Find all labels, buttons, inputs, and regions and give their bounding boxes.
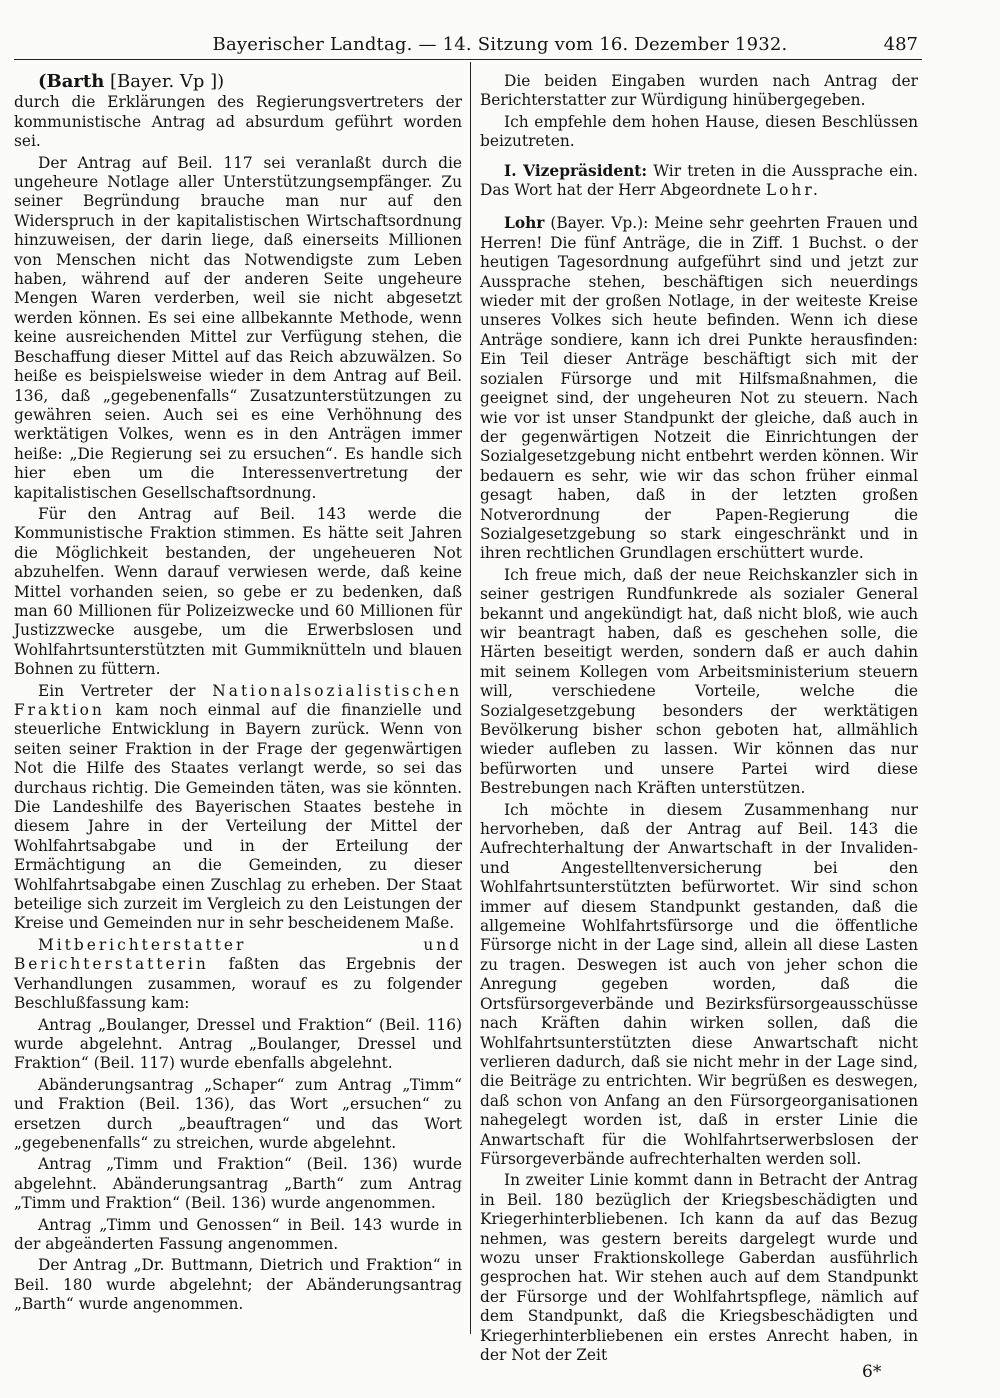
right-column bbox=[480, 72, 918, 1367]
speaker-party: [Bayer. Vp ]) bbox=[110, 71, 225, 92]
speaker-name: (Barth bbox=[38, 71, 105, 92]
faction-name: Nationalsozialistischen Fraktion bbox=[14, 681, 462, 719]
header-rule bbox=[14, 59, 922, 60]
speech-paragraph bbox=[480, 214, 918, 563]
speaker-party: (Bayer. Vp.): bbox=[550, 214, 649, 233]
resolution: Antrag „Boulanger, Dressel und Fraktion“ (Beil. 116) wurde abgelehnt. Antrag „Boulanger, Dressel und Fraktion“ (Beil. 117) wurde ebenfalls abgelehnt. bbox=[14, 1015, 462, 1073]
vice-president-statement bbox=[480, 162, 918, 201]
paragraph-text: faßten das Ergebnis der Verhandlungen zusammen, worauf es zu folgender Beschlußfassung kam: bbox=[14, 955, 462, 1013]
left-column bbox=[14, 72, 462, 1317]
paragraph: Für den Antrag auf Beil. 143 werde die Kommunistische Fraktion stimmen. Es hätte seit Jahren die Möglichkeit bestanden, der ungeheueren Not abzuhelfen. Wenn darauf verwiesen werde, daß keine Mittel vorhanden seien, so gebe er zu bedenken, daß man 60 Millionen für Polizeizwecke und 60 Millionen für Justizzwecke ausgebe, um die Erwerbslosen und Wohlfahrtsunterstützten mit Gummiknütteln und blauen Bohnen zu füttern. bbox=[14, 504, 462, 679]
speech-paragraph: In zweiter Linie kommt dann in Betracht der Antrag in Beil. 180 bezüglich der Kriegsbeschädigten und Kriegerhinterbliebenen. Ich kann da auf das Bezug nehmen, was gestern bereits dargelegt wurde und wozu unser Fraktionskollege Gaberdan ausführlich gesprochen hat. Wir stehen auch auf dem Standpunkt der Fürsorge und der Wohlfahrtspflege, nämlich auf dem Standpunkt, daß die Kriegsbeschädigten und Kriegerhinterbliebenen ein erstes Anrecht haben, in der Not der Zeit bbox=[480, 1171, 918, 1364]
paragraph: Die beiden Eingaben wurden nach Antrag der Berichterstatter zur Würdigung hinübergegeben. bbox=[480, 72, 918, 110]
page-header bbox=[0, 28, 1000, 58]
resolution: Antrag „Timm und Fraktion“ (Beil. 136) wurde abgelehnt. Abänderungsantrag „Barth“ zum Antrag „Timm und Fraktion“ (Beil. 136) wurde angenommen. bbox=[14, 1155, 462, 1213]
paragraph: Der Antrag auf Beil. 117 sei veranlaßt durch die ungeheure Notlage aller Unterstützungsempfänger. Zu seiner Begründung brauche man nur auf den Widerspruch in der kapitalistischen Wirtschaftsordnung hinzuweisen, der darin liege, daß einerseits Millionen von Menschen nicht das Notwendigste zum Leben haben, während auf der anderen Seite ungeheure Mengen Waren verderben, weil sie nicht abgesetzt werden können. Es sei eine allbekannte Methode, wenn keine ausreichenden Mittel zur Verfügung stehen, die Beschaffung dieser Mittel auf das Reich abzuwälzen. So heiße es beispielsweise wieder in dem Antrag auf Beil. 136, daß „gegebenenfalls“ Zusatzunterstützungen zu gewähren seien. Auch sei es eine Verhöhnung des werktätigen Volkes, wenn es in den Anträgen immer heiße: „Die Regierung sei zu ersuchen“. Es handle sich hier eben um die Interessenvertretung der kapitalistischen Gesellschaftsordnung. bbox=[14, 153, 462, 502]
sheet-signature: 6* bbox=[862, 1362, 882, 1382]
paragraph-text: kam noch einmal auf die finanzielle und steuerliche Entwicklung in Bayern zurück. Wenn von seiten seiner Fraktion in der Frage der gegenwärtigen Not die Hilfe des Staates verlangt werde, so sei das durchaus richtig. Die Gemeinden täten, was sie könnten. Die Landeshilfe des Bayerischen Staates bestehe in diesem Jahre in der Verteilung der Mittel der Wohlfahrtsabgabe und in der Erteilung der Ermächtigung an die Gemeinden, zu dieser Wohlfahrtsabgabe einen Zuschlag zu erheben. Der Staat beteilige sich zurzeit im Vergleich zu den Leistungen der Kreise und Gemeinden nur in sehr bescheidenem Maße. bbox=[14, 701, 462, 933]
speaker-name: Lohr bbox=[504, 214, 545, 233]
speech-paragraph: Ich freue mich, daß der neue Reichskanzler sich in seiner gestrigen Rundfunkrede als sozialer General bekannt und angekündigt hat, daß nicht bloß, wie auch wir beantragt haben, daß es geschehen solle, die Härten beseitigt werden, sondern daß er auch dahin mit seinem Kollegen vom Arbeitsministerium steuern will, verschiedene Vorteile, welche die Sozialgesetzgebung besonders der werktätigen Bevölkerung bisher schon geboten hat, allmählich wieder aufleben zu lassen. Wir können das nur befürworten und unsere Partei wird diese Bestrebungen nach Kräften unterstützen. bbox=[480, 565, 918, 798]
paragraph bbox=[14, 682, 462, 934]
vice-president-label: I. Vizepräsident: bbox=[504, 161, 648, 180]
paragraph: durch die Erklärungen des Regierungsvertreters der kommunistische Antrag ad absurdum geführt worden sei. bbox=[14, 93, 462, 151]
resolution: Antrag „Timm und Genossen“ in Beil. 143 wurde in der abgeänderten Fassung angenommen. bbox=[14, 1215, 462, 1253]
statement-text: Wir treten in die Aussprache ein. Das Wort hat der Herr Abgeordnete bbox=[480, 161, 918, 200]
speech-paragraph: Ich möchte in diesem Zusammenhang nur hervorheben, daß der Antrag auf Beil. 143 die Aufrechterhaltung der Anwartschaft in der Invaliden- und Angestelltenversicherung bei den Wohlfahrtsunterstützten befürwortet. Wir sind schon immer auf diesem Standpunkt gestanden, daß die allgemeine Wohlfahrtsfürsorge und die öffentliche Fürsorge nicht in der Lage sind, allein all diese Lasten zu tragen. Deswegen ist auch von jeher schon die Anregung gegeben worden, daß die Ortsfürsorgeverbände und Bezirksfürsorgeausschüsse nach Kräften dahin wirken sollen, daß die Wohlfahrtsunterstützten diese Anwartschaft nicht verlieren dadurch, daß sie nicht mehr in der Lage sind, die Beiträge zu entrichten. Wir begrüßen es deswegen, daß schon von Anfang an den Fürsorgeorganisationen nahegelegt worden ist, daß in erster Linie die Anwartschaft für die Wohlfahrtserwerbslosen der Fürsorgeverbände aufrechterhalten werden soll. bbox=[480, 800, 918, 1168]
paragraph: Ich empfehle dem hohen Hause, diesen Beschlüssen beizutreten. bbox=[480, 112, 918, 151]
paragraph bbox=[14, 936, 462, 1014]
resolution: Abänderungsantrag „Schaper“ zum Antrag „Timm“ und Fraktion (Beil. 136), das Wort „ersuchen“ zu ersetzen durch „beauftragen“ und das Wort „gegebenenfalls“ zu streichen, wurde abgelehnt. bbox=[14, 1075, 462, 1152]
paragraph-lead: Ein Vertreter der bbox=[38, 681, 196, 700]
speaker-heading bbox=[14, 72, 462, 91]
running-title: Bayerischer Landtag. — 14. Sitzung vom 16. Dezember 1932. bbox=[212, 34, 788, 55]
speech-text: Meine sehr geehrten Frauen und Herren! Die fünf Anträge, die in Ziff. 1 Buchst. o der heutigen Tagesordnung aufgeführt sind und jetzt zur Aussprache stehen, beschäftigen sich neuerdings wieder mit der großen Notlage, in der weiteste Kreise unseres Volkes sich heute befinden. Wenn ich diese Anträge sondiere, kann ich drei Punkte herausfinden: Ein Teil dieser Anträge beschäftigt sich mit der sozialen Fürsorge und mit Hilfsmaßnahmen, die geeignet sind, der ungeheuren Not zu steuern. Nach wie vor ist unser Standpunkt der gleiche, daß auch in der gegenwärtigen Notzeit die Einrichtungen der Sozialgesetzgebung nicht entbehrt werden können. Wir bedauern es sehr, wie wir das schon früher einmal gesagt haben, daß in der letzten großen Notverordnung der Papen-Regierung die Sozialgesetzgebung so stark eingeschränkt und in ihren rechtlichen Grundlagen erschüttert wurde. bbox=[480, 214, 918, 563]
column-divider bbox=[470, 62, 471, 1334]
speaker-called: Lohr. bbox=[765, 181, 821, 200]
page-number: 487 bbox=[883, 34, 918, 55]
resolution: Der Antrag „Dr. Buttmann, Dietrich und Fraktion“ in Beil. 180 wurde abgelehnt; der Abänderungsantrag „Barth“ wurde angenommen. bbox=[14, 1256, 462, 1314]
reporters-label: Mitberichterstatter und Berichterstatterin bbox=[14, 935, 462, 974]
